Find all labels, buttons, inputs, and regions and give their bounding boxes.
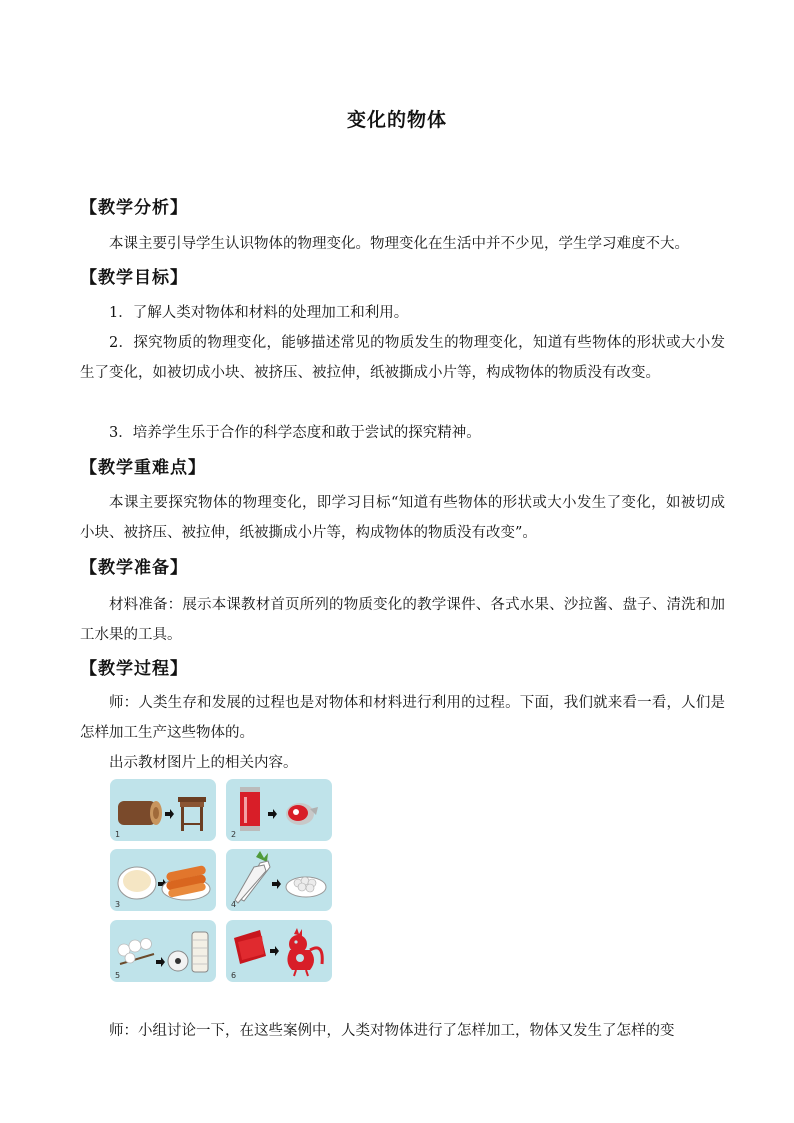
panel-number: 2	[231, 830, 237, 839]
panel-number: 1	[115, 830, 121, 839]
goal-item-2: 2．探究物质的物理变化，能够描述常见的物质发生的物理变化，知道有些物体的形状或大小发生了变化，如被切成小块、被挤压、被拉伸，纸被撕成小片等，构成物体的物质没有改变。	[80, 335, 725, 381]
paper-to-papercut-icon	[226, 920, 332, 982]
panel-number: 3	[115, 900, 121, 909]
figure-panel-6	[226, 920, 332, 982]
key-points-text: 本课主要探究物体的物理变化，即学习目标“知道有些物体的形状或大小发生了变化，如被切成小块、被挤压、被拉伸，纸被撕成小片等，构成物体的物质没有改变”。	[80, 495, 725, 541]
panel-number: 5	[115, 971, 121, 980]
log-to-table-icon	[110, 779, 216, 841]
radish-to-radish-slices-icon	[226, 849, 332, 911]
process-paragraph-3: 师：小组讨论一下，在这些案例中，人类对物体进行了怎样加工，物体又发生了怎样的变	[109, 1023, 675, 1039]
goal-item-1: 1．了解人类对物体和材料的处理加工和利用。	[109, 305, 409, 321]
analysis-text: 本课主要引导学生认识物体的物理变化。物理变化在生活中并不少见，学生学习难度不大。	[109, 236, 689, 252]
dough-to-dough-sticks-icon	[110, 849, 216, 911]
textbook-figure	[110, 779, 332, 982]
can-to-crushed-can-icon	[226, 779, 332, 841]
panel-number: 6	[231, 971, 237, 980]
process-paragraph-2: 出示教材图片上的相关内容。	[109, 755, 298, 771]
heading-analysis: 【教学分析】	[80, 198, 188, 218]
figure-panel-4	[226, 849, 332, 911]
figure-panel-5	[110, 920, 216, 982]
figure-panel-2	[226, 779, 332, 841]
heading-preparation: 【教学准备】	[80, 558, 188, 578]
preparation-text: 材料准备：展示本课教材首页所列的物质变化的教学课件、各式水果、沙拉酱、盘子、清洗和加工水果的工具。	[80, 597, 725, 643]
panel-number: 4	[231, 900, 237, 909]
process-paragraph-1: 师：人类生存和发展的过程也是对物体和材料进行利用的过程。下面，我们就来看一看，人们是怎样加工生产这些物体的。	[80, 695, 725, 741]
figure-panel-3	[110, 849, 216, 911]
heading-goals: 【教学目标】	[80, 268, 188, 288]
heading-key-points: 【教学重难点】	[80, 458, 206, 478]
figure-panel-1	[110, 779, 216, 841]
page-title: 变化的物体	[346, 109, 447, 131]
goal-item-3: 3．培养学生乐于合作的科学态度和敢于尝试的探究精神。	[109, 425, 481, 441]
heading-process: 【教学过程】	[80, 659, 188, 679]
cotton-to-thread-icon	[110, 920, 216, 982]
